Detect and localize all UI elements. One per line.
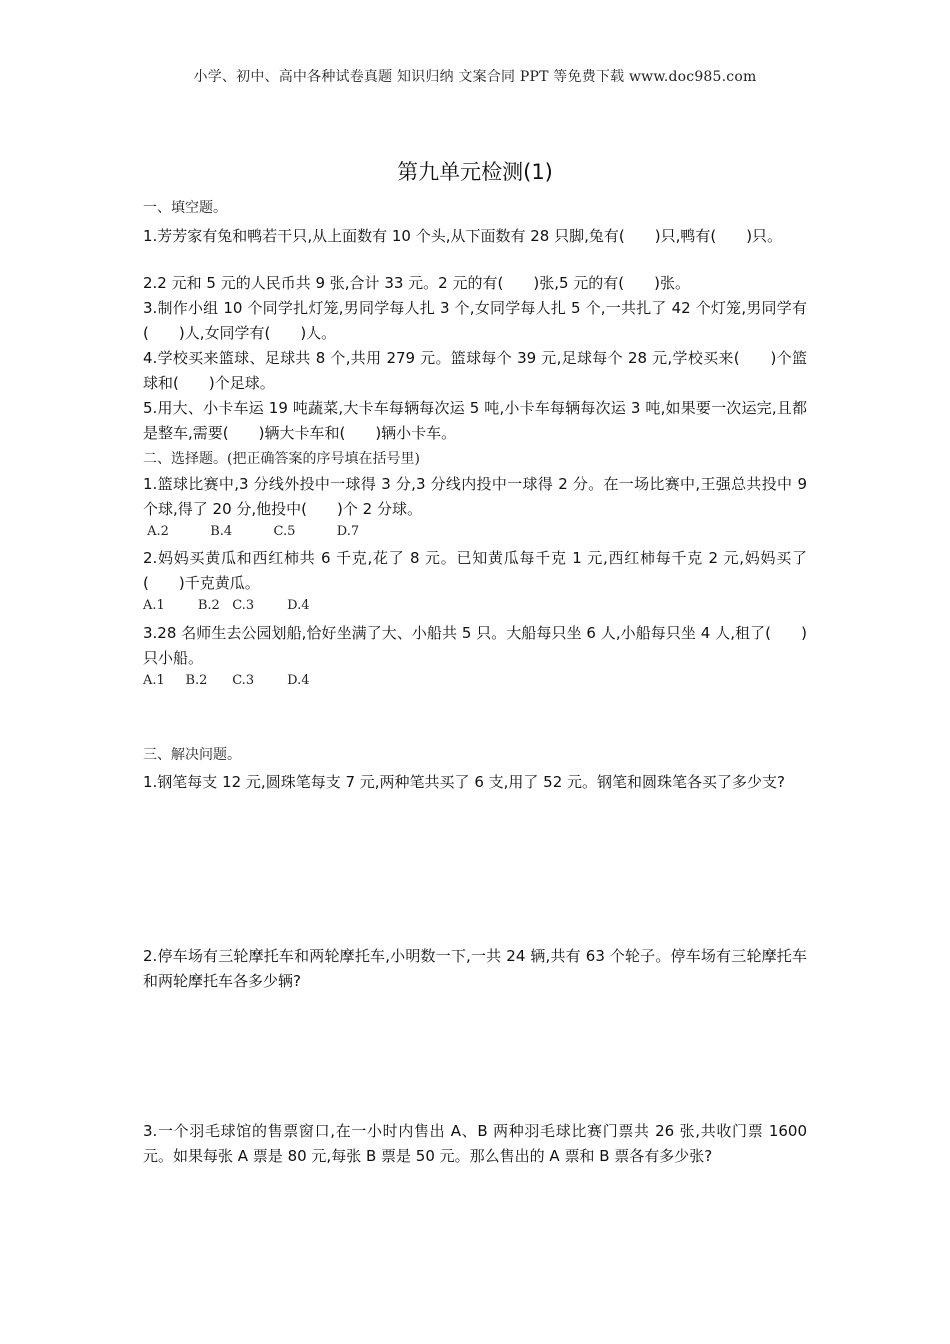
question-2-3: 3.28 名师生去公园划船,恰好坐满了大、小船共 5 只。大船每只坐 6 人,小船每只坐 4 人,租了( )只小船。: [143, 624, 807, 667]
question-1-5: 5.用大、小卡车运 19 吨蔬菜,大卡车每辆每次运 5 吨,小卡车每辆每次运 3 吨,如果要一次运完,且都是整车,需要( )辆大卡车和( )辆小卡车。: [143, 399, 807, 442]
question-1-3: 3.制作小组 10 个同学扎灯笼,男同学每人扎 3 个,女同学每人扎 5 个,一共扎了 42 个灯笼,男同学有( )人,女同学有( )人。: [143, 299, 807, 342]
question-3-2: 2.停车场有三轮摩托车和两轮摩托车,小明数一下,一共 24 辆,共有 63 个轮子。停车场有三轮摩托车和两轮摩托车各多少辆?: [143, 947, 807, 990]
question-2-1: 1.篮球比赛中,3 分线外投中一球得 3 分,3 分线内投中一球得 2 分。在一场比赛中,王强总共投中 9 个球,得了 20 分,他投中( )个 2 分球。: [143, 475, 807, 518]
page-header: 小学、初中、高中各种试卷真题 知识归纳 文案合同 PPT 等免费下载 www.doc985.com: [193, 69, 757, 85]
question-2-1-options: A.2 B.4 C.5 D.7: [143, 524, 360, 539]
question-1-4: 4.学校买来篮球、足球共 8 个,共用 279 元。篮球每个 39 元,足球每个 28 元,学校买来( )个篮球和( )个足球。: [143, 349, 807, 392]
section-fill-in: [143, 198, 807, 218]
question-3-1: 1.钢笔每支 12 元,圆珠笔每支 7 元,两种笔共买了 6 支,用了 52 元。钢笔和圆珠笔各买了多少支?: [143, 773, 785, 791]
section-heading: 一、填空题。: [143, 200, 227, 216]
question-2-3-options: A.1 B.2 C.3 D.4: [143, 673, 310, 688]
section-heading: 三、解决问题。: [143, 747, 241, 763]
question-1-1: 1.芳芳家有兔和鸭若干只,从上面数有 10 个头,从下面数有 28 只脚,兔有( )只,鸭有( )只。: [143, 227, 783, 245]
section-heading: 二、选择题。(把正确答案的序号填在括号里): [143, 451, 420, 467]
question-3-3: 3.一个羽毛球馆的售票窗口,在一小时内售出 A、B 两种羽毛球比赛门票共 26 张,共收门票 1600 元。如果每张 A 票是 80 元,每张 B 票是 50 元。那么售出的 A 票和 B 票各有多少张?: [143, 1122, 807, 1165]
question-1-2: 2.2 元和 5 元的人民币共 9 张,合计 33 元。2 元的有( )张,5 元的有( )张。: [143, 274, 690, 292]
question-2-2: 2.妈妈买黄瓜和西红柿共 6 千克,花了 8 元。已知黄瓜每千克 1 元,西红柿每千克 2 元,妈妈买了( )千克黄瓜。: [143, 549, 807, 592]
question-2-2-options: A.1 B.2 C.3 D.4: [143, 598, 310, 613]
page-title: 第九单元检测(1): [397, 160, 553, 184]
